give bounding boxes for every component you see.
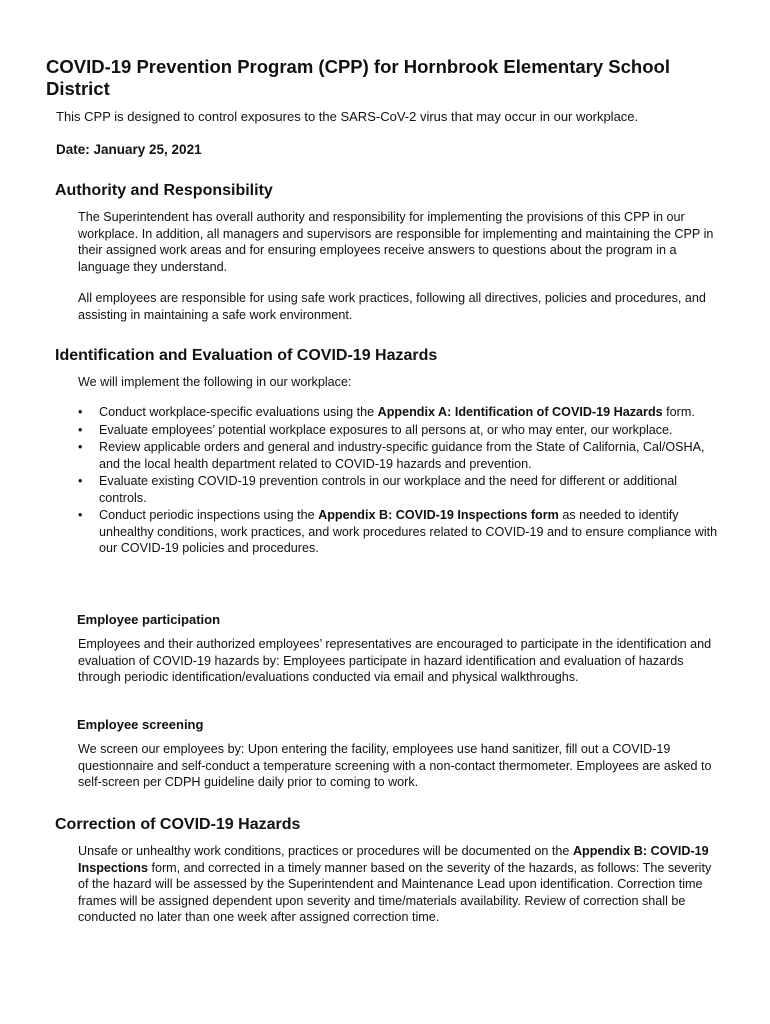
- list-item: [78, 422, 718, 439]
- authority-heading: Authority and Responsibility: [55, 182, 273, 199]
- list-item: [78, 507, 718, 557]
- bullet-icon: •: [78, 474, 83, 488]
- list-item: [78, 404, 718, 421]
- bullet-icon: •: [78, 422, 83, 437]
- identification-lead: We will implement the following in our workplace:: [78, 375, 352, 389]
- screening-heading: Employee screening: [77, 717, 204, 732]
- document-date: Date: January 25, 2021: [56, 142, 202, 157]
- authority-paragraph-2: All employees are responsible for using safe work practices, following all directives, policies and procedures, and assisting in maintaining a safe work environment.: [78, 291, 706, 322]
- intro-text: This CPP is designed to control exposures to the SARS-CoV-2 virus that may occur in our workplace.: [56, 109, 639, 124]
- bullet-text: as needed to identify unhealthy conditions, work practices, and work procedures related to COVID-19 and to ensure compliance with our COVID-19 policies and procedures.: [99, 508, 718, 555]
- appendix-a-reference: Appendix A: Identification of COVID-19 Hazards: [377, 405, 663, 419]
- correction-text: form, and corrected in a timely manner based on the severity of the hazards, as follows: The severity of the hazard will be assessed by the Superintendent and Maintenance Lead upon identification. Correction time frames will be assigned dependent upon severity and time/materials availability. Review of correction shall be conducted no later than one week after assigned correction time.: [78, 860, 712, 924]
- participation-paragraph: Employees and their authorized employees’ representatives are encouraged to participate in the identification and evaluation of COVID-19 hazards by: Employees participate in hazard identification and evaluation of hazards through periodic identification/evaluations conducted via email and physical walkthroughs.: [78, 637, 712, 684]
- identification-heading: Identification and Evaluation of COVID-19 Hazards: [55, 347, 438, 364]
- bullet-text: form.: [662, 405, 695, 419]
- list-item: [78, 473, 718, 506]
- appendix-b-reference: Appendix B: COVID-19 Inspections: [78, 844, 709, 875]
- bullet-icon: •: [78, 440, 83, 454]
- authority-paragraph-1: The Superintendent has overall authority and responsibility for implementing the provisions of this CPP in our workplace. In addition, all managers and supervisors are responsible for implementing and maintaining the CPP in their assigned work areas and for ensuring employees receive answers to questions about the program in a language they understand.: [78, 210, 714, 274]
- bullet-icon: •: [78, 508, 83, 522]
- appendix-b-reference: Appendix B: COVID-19 Inspections form: [318, 508, 559, 522]
- bullet-icon: •: [78, 405, 83, 419]
- bullet-text: Evaluate existing COVID-19 prevention controls in our workplace and the need for different or additional controls.: [99, 474, 678, 505]
- screening-paragraph: We screen our employees by: Upon entering the facility, employees use hand sanitizer, fill out a COVID-19 questionnaire and self-conduct a temperature screening with a non-contact thermometer. Employees are asked to self-screen per CDPH guideline daily prior to coming to work.: [78, 742, 712, 789]
- participation-heading: Employee participation: [77, 612, 221, 627]
- bullet-text: Evaluate employees’ potential workplace exposures to all persons at, or who may enter, our workplace.: [99, 422, 673, 437]
- list-item: [78, 439, 718, 472]
- correction-text: Unsafe or unhealthy work conditions, practices or procedures will be documented on the: [78, 844, 573, 858]
- bullet-text: Conduct workplace-specific evaluations using the: [99, 405, 378, 419]
- bullet-text: Review applicable orders and general and industry-specific guidance from the State of California, Cal/OSHA, and the local health department related to COVID-19 hazards and prevention.: [99, 440, 705, 471]
- identification-bullet-list: [78, 404, 718, 558]
- document-title: COVID-19 Prevention Program (CPP) for Hornbrook Elementary School District: [46, 56, 670, 99]
- correction-heading: Correction of COVID-19 Hazards: [55, 816, 301, 833]
- bullet-text: Conduct periodic inspections using the: [99, 508, 319, 522]
- correction-paragraph: [78, 843, 723, 926]
